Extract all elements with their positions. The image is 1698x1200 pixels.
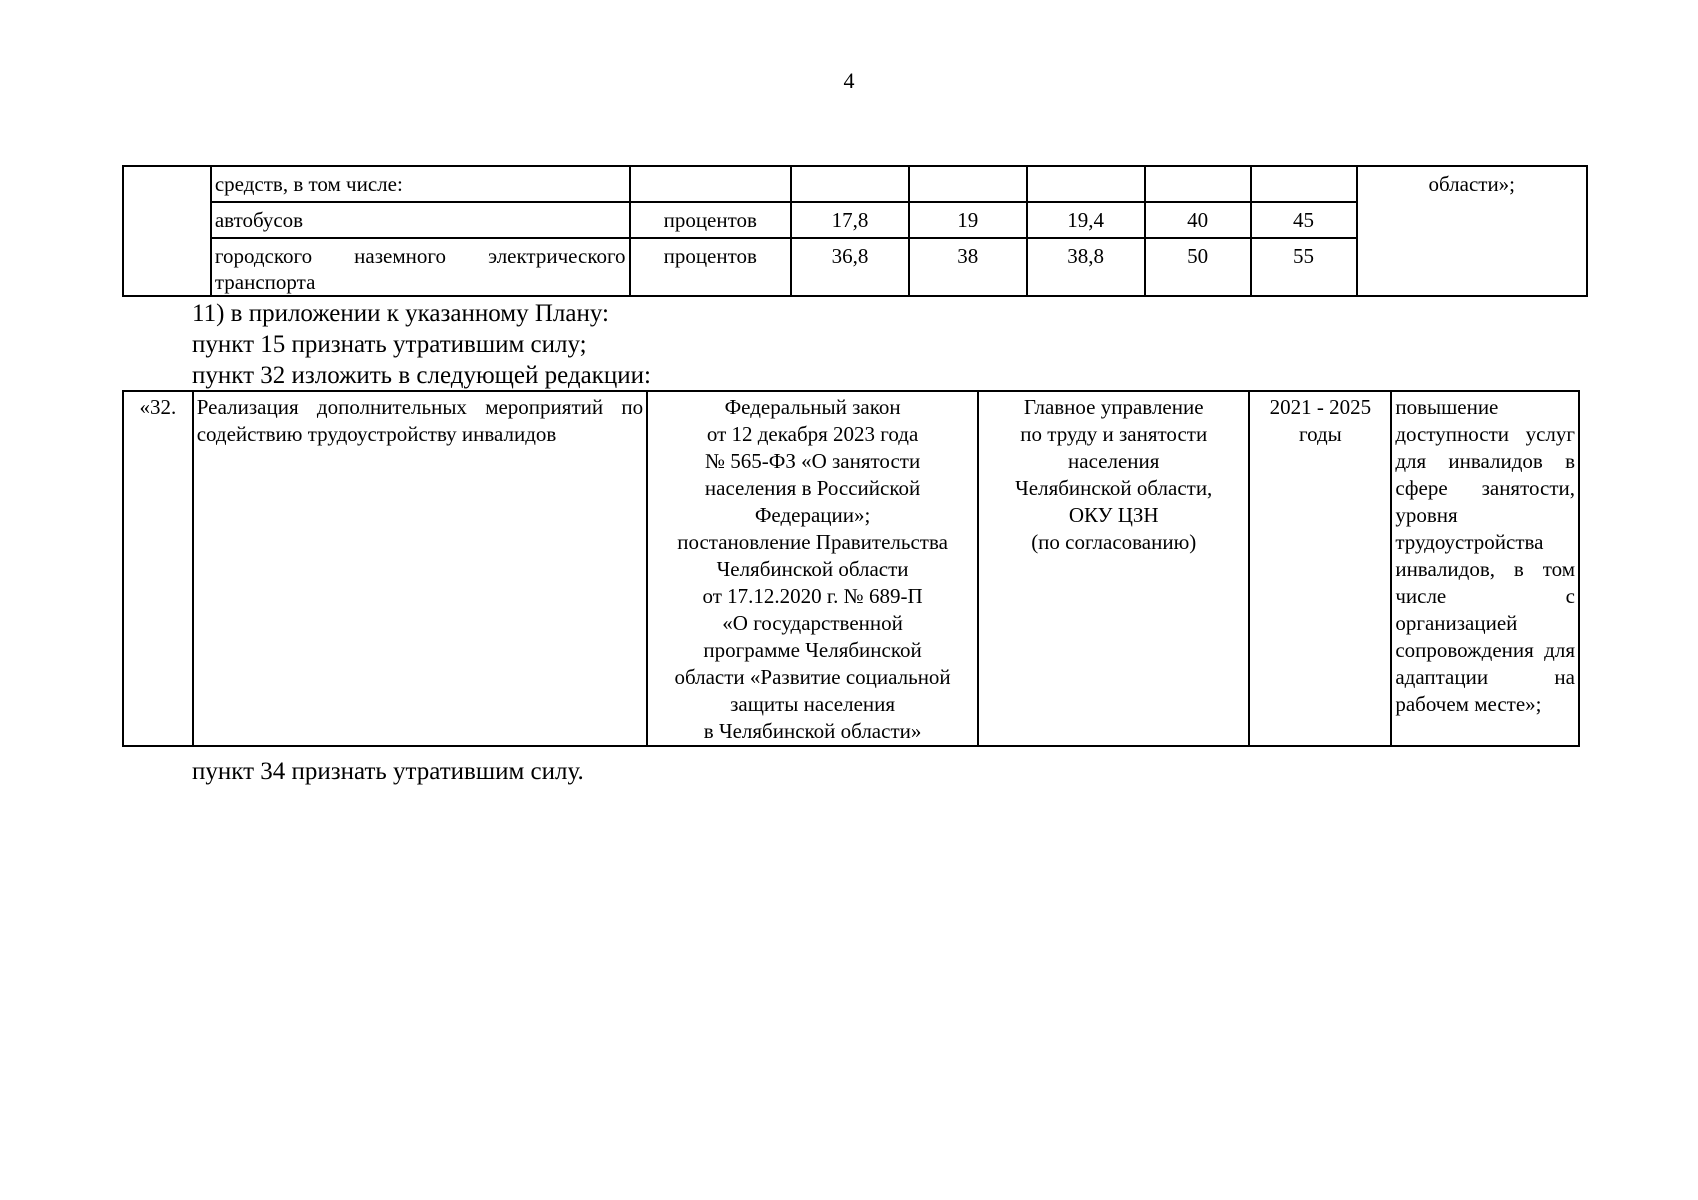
- table-cell-value: 55: [1251, 238, 1357, 296]
- table-cell-expected-result: повышение доступности услуг для инвалидов в сфере занятости, уровня трудоустройства инвалидов, в том числе с организацией сопровождения для адаптации на рабочем месте»;: [1391, 391, 1579, 746]
- page-number: 4: [843, 68, 855, 93]
- table-cell-value: 38: [909, 238, 1027, 296]
- indicators-table: [122, 165, 1588, 297]
- table-cell-value: 19,4: [1027, 202, 1145, 238]
- legal-basis-line: программе Челябинской: [703, 638, 922, 662]
- table-cell-empty: [1145, 166, 1251, 202]
- table-cell-legal-basis: [647, 391, 978, 746]
- table-cell-measure-name: Реализация дополнительных мероприятий по содействию трудоустройству инвалидов: [193, 391, 647, 746]
- paragraph-point-32: пункт 32 изложить в следующей редакции:: [192, 362, 651, 389]
- responsible-line: (по согласованию): [1031, 530, 1197, 554]
- table-cell-empty: [791, 166, 909, 202]
- legal-basis-line: № 565-ФЗ «О занятости: [704, 449, 921, 473]
- legal-basis-line: защиты населения: [730, 692, 896, 716]
- table-cell-empty: [630, 166, 791, 202]
- legal-basis-line: области «Развитие социальной: [674, 665, 951, 689]
- table-cell-value: 36,8: [791, 238, 909, 296]
- table-cell-empty: [909, 166, 1027, 202]
- legal-basis-line: от 12 декабря 2023 года: [706, 422, 919, 446]
- legal-basis-line: Челябинской области: [716, 557, 909, 581]
- responsible-line: Челябинской области,: [1015, 476, 1213, 500]
- responsible-line: Главное управление: [1023, 395, 1204, 419]
- table-cell-value: 38,8: [1027, 238, 1145, 296]
- table-cell-value: 19: [909, 202, 1027, 238]
- table-row: [123, 166, 1587, 202]
- table-cell-label: автобусов: [211, 202, 630, 238]
- legal-basis-line: «О государственной: [722, 611, 903, 635]
- legal-basis-line: от 17.12.2020 г. № 689-П: [702, 584, 923, 608]
- table-cell-period: [1249, 391, 1391, 746]
- legal-basis-line: Федерации»;: [754, 503, 871, 527]
- table-cell-value: 17,8: [791, 202, 909, 238]
- table-cell-number: «32.: [123, 391, 193, 746]
- table-row: [123, 391, 1579, 746]
- legal-basis-line: Федеральный закон: [724, 395, 901, 419]
- table-cell-value: 40: [1145, 202, 1251, 238]
- legal-basis-line: в Челябинской области»: [703, 719, 922, 743]
- period-line: годы: [1298, 422, 1342, 446]
- period-line: 2021 - 2025: [1269, 395, 1372, 419]
- table-cell-value: 45: [1251, 202, 1357, 238]
- paragraph-point-34: пункт 34 признать утратившим силу.: [192, 758, 584, 785]
- table-cell-unit: процентов: [630, 202, 791, 238]
- table-cell-empty: [1027, 166, 1145, 202]
- legal-basis-line: населения в Российской: [704, 476, 921, 500]
- legal-basis-line: постановление Правительства: [677, 530, 948, 554]
- table-cell-value: 50: [1145, 238, 1251, 296]
- table-cell-label: городского наземного электрического транспорта: [211, 238, 630, 296]
- table-cell-note: области»;: [1357, 166, 1587, 296]
- paragraph-item-11: 11) в приложении к указанному Плану:: [192, 300, 609, 327]
- responsible-line: по труду и занятости: [1020, 422, 1208, 446]
- table-cell-empty: [123, 166, 211, 296]
- paragraph-point-15: пункт 15 признать утратившим силу;: [192, 331, 587, 358]
- table-cell-unit: процентов: [630, 238, 791, 296]
- table-cell-responsible: [978, 391, 1249, 746]
- table-cell-empty: [1251, 166, 1357, 202]
- responsible-line: населения: [1068, 449, 1160, 473]
- responsible-line: ОКУ ЦЗН: [1068, 503, 1159, 527]
- measures-table: [122, 390, 1580, 747]
- table-cell-label: средств, в том числе:: [211, 166, 630, 202]
